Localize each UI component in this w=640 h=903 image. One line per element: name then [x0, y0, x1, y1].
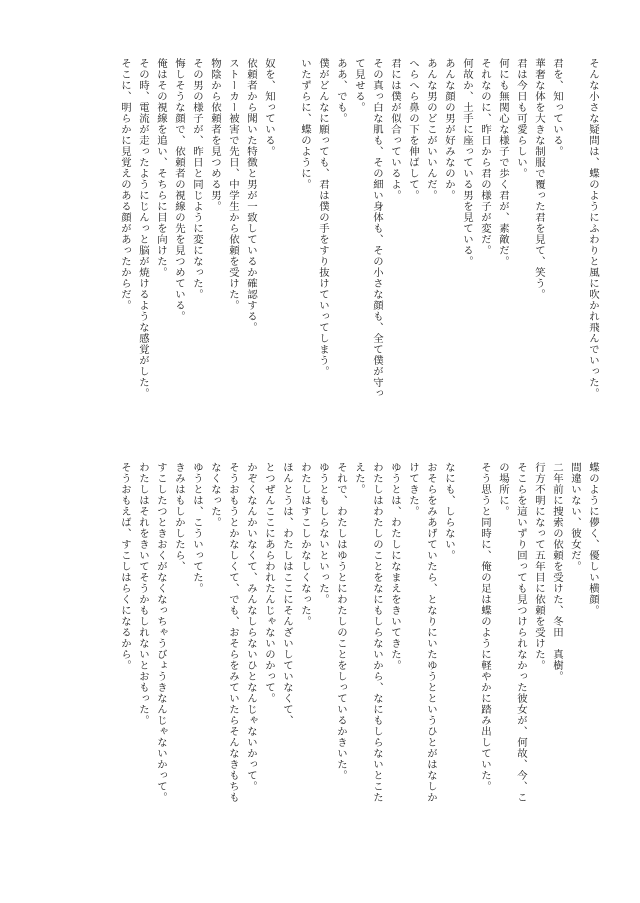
- paragraph-break: [278, 58, 296, 433]
- text-line: なくなった。: [209, 462, 221, 528]
- text-line: 奴を、知っている。: [263, 58, 275, 157]
- text-line: その男の様子が、昨日と同じように変になった。: [191, 58, 203, 300]
- text-line: そう思うと同時に、俺の足は蝶のように軽やかに踏み出していた。: [479, 462, 491, 792]
- story-section-bottom: [42, 462, 602, 857]
- text-line: 僕がどんなに願っても、君は僕の手をすり抜けていってしまう。: [317, 58, 329, 377]
- text-line: ストーカー被害で先日、中学生から依頼を受けた。: [227, 58, 239, 311]
- text-line: なにも、しらない。: [443, 462, 455, 561]
- text-line: そんな小さな疑問は、蝶のようにふわりと風に吹かれ飛んでいった。: [587, 58, 599, 399]
- text-line: えた。: [353, 462, 365, 495]
- text-line: そうおもうとかなしくて、でも、おそらをみていたらそんなきもちも: [227, 462, 239, 803]
- story-section-top: [42, 58, 602, 433]
- text-line: そこに、明らかに見覚えのある顔があったからだ。: [119, 58, 131, 311]
- text-line: そうおもえば、すこしはらくになるから。: [119, 462, 131, 671]
- text-line: 蝶のように儚く、優しい横顔。: [587, 462, 599, 616]
- text-line: けてきた。: [407, 462, 419, 517]
- text-line: あんな男のどこがいいんだ。: [425, 58, 437, 201]
- text-line: 依頼者から聞いた特徴と男が一致しているか確認する。: [245, 58, 257, 333]
- text-line: 華奢な体を大きな制服で覆った君を見て、笑う。: [533, 58, 545, 300]
- text-line: へらへら鼻の下を伸ばして。: [407, 58, 419, 201]
- text-line: そこらを這いずり回っても見つけられなかった彼女が、何故、今、こ: [515, 462, 527, 803]
- text-line: わたしはわたしのことをなにもしらないから、なにもしらないとこた: [371, 462, 383, 803]
- text-line: 君には僕が似合っているよ。: [389, 58, 401, 201]
- text-line: 何にも無関心な様子で歩く君が、素敵だ。: [497, 58, 509, 267]
- paragraph-break: [458, 462, 476, 857]
- text-line: ああ、でも。: [335, 58, 347, 124]
- text-line: きみはもしかしたら、: [173, 462, 185, 572]
- text-line: ほんとうは、わたしはここにそんざいしていなくて、: [281, 462, 293, 726]
- text-line: その真っ白な肌も、その細い身体も、その小さな顔も、全て僕が守っ: [371, 58, 383, 399]
- text-line: わたしはすこしかなしくなった。: [299, 462, 311, 627]
- text-line: て見せる。: [353, 58, 365, 113]
- text-line: それで、わたしはゆうとにわたしのことをしっているかきいた。: [335, 462, 347, 781]
- text-line: それなのに、昨日から君の様子が変だ。: [479, 58, 491, 256]
- text-line: とつぜんここにあらわれたんじゃないのかって。: [263, 462, 275, 704]
- text-line: いたずらに、蝶のように。: [299, 58, 311, 190]
- text-line: その時、電流が走ったようにじんっと脳が焼けるような感覚がした。: [137, 58, 149, 399]
- text-line: ゆうとは、わたしになまえをきいてきた。: [389, 462, 401, 671]
- text-line: 君を、知っている。: [551, 58, 563, 157]
- text-line: 行方不明になって五年目に依頼を受けた。: [533, 462, 545, 671]
- text-line: 悔しそうな顔で、依頼者の視線の先を見つめている。: [173, 58, 185, 322]
- text-line: 二年前に捜索の依頼を受けた、冬田 真樹。: [551, 462, 563, 682]
- text-line: ゆうとは、こういってた。: [191, 462, 203, 594]
- text-line: 俺はその視線を追い、そちらに目を向けた。: [155, 58, 167, 278]
- text-line: 物陰から依頼者を見つめる男。: [209, 58, 221, 212]
- text-line: すこしたつときおくがなくなっちゃうびょうきなんじゃないかって。: [155, 462, 167, 803]
- text-line: かぞくなんかいなくて、みんなしらないひとなんじゃないかって。: [245, 462, 257, 792]
- text-line: 間違いない、彼女だ。: [569, 462, 581, 572]
- text-line: 何故か、土手に座っている男を見ている。: [461, 58, 473, 267]
- text-line: の場所に。: [497, 462, 509, 517]
- text-line: あんな顔の男が好みなのか。: [443, 58, 455, 201]
- paragraph-break: [566, 58, 584, 433]
- text-line: 君は今日も可愛らしい。: [515, 58, 527, 179]
- text-line: ゆうともしらないといった。: [317, 462, 329, 605]
- text-line: わたしはそれをきいてそうかもしれないとおもった。: [137, 462, 149, 726]
- text-line: おそらをみあげていたら、となりにいたゆうとというひとがはなしか: [425, 462, 437, 803]
